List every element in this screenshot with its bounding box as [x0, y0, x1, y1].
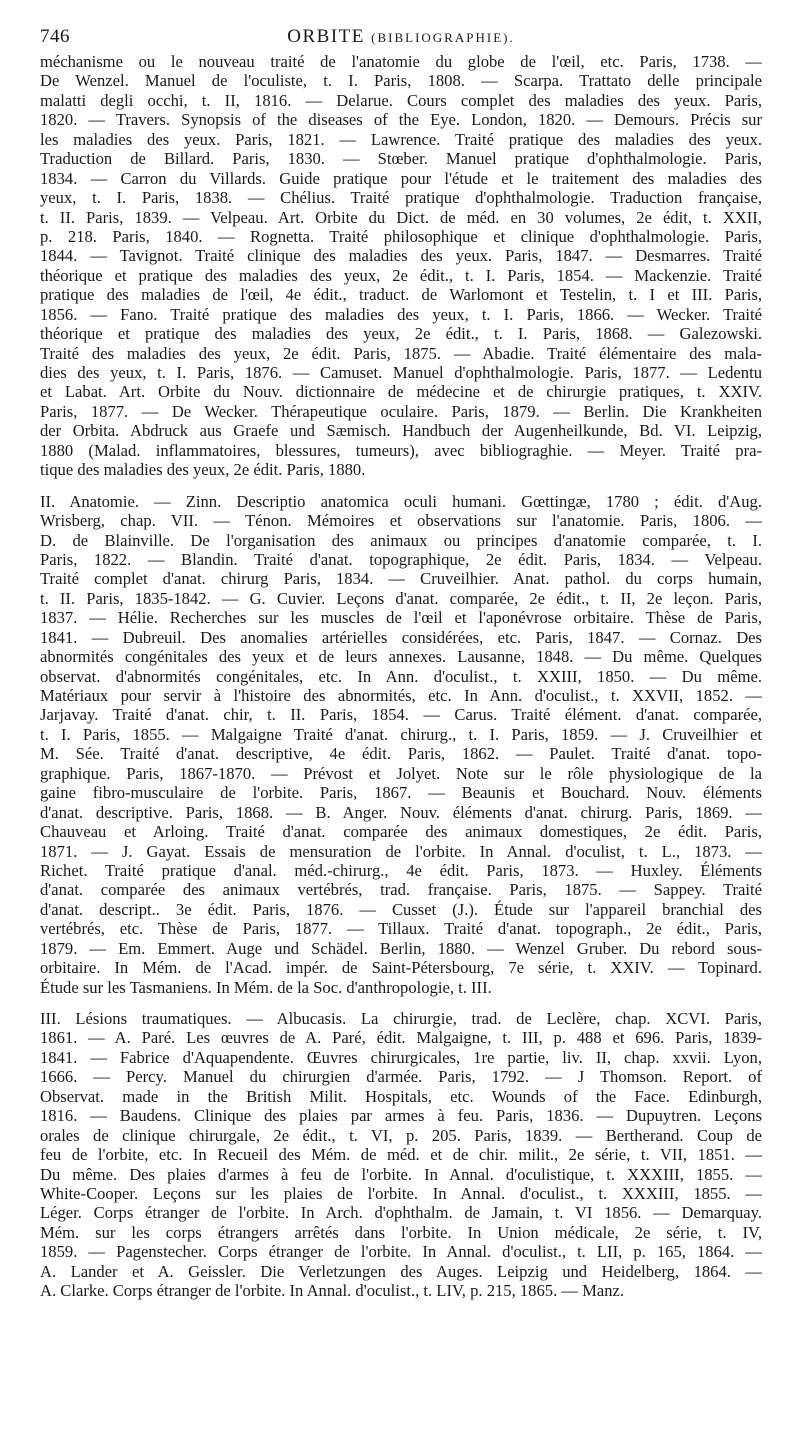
text-line: yeux, t. I. Paris, 1838. — Chélius. Traité pratique d'ophthalmologie. Traduction française, — [40, 188, 762, 208]
text-line: t. I. Paris, 1855. — Malgaigne Traité d'anat. chirurg., t. I. Paris, 1859. — J. Cruveilhier et — [40, 724, 762, 744]
text-line: A. Clarke. Corps étranger de l'orbite. In Annal. d'oculist., t. LIV, p. 215, 1865. — Manz. — [40, 1281, 625, 1301]
text-line: 1834. — Carron du Villards. Guide pratique pour l'étude et le traitement des maladies des — [40, 168, 762, 188]
text-line: orales de clinique chirurgale, 2e édit., t. VI, p. 205. Paris, 1839. — Bertherand. Coup de — [40, 1125, 762, 1145]
text-line: III. Lésions traumatiques. — Albucasis. La chirurgie, trad. de Leclère, chap. XCVI. Paris, — [40, 1009, 762, 1028]
text-line: théorique et pratique des maladies des yeux, 2e édit., t. I. Paris, 1868. — Galezowski. — [40, 324, 762, 344]
text-line: Mém. sur les corps étrangers arrêtés dans l'orbite. In Union médicale, 2e série, t. IV, — [40, 1222, 762, 1242]
text-line: Traduction de Billard. Paris, 1830. — Stœber. Manuel pratique d'ophthalmologie. Paris, — [40, 149, 762, 169]
text-line: t. II. Paris, 1839. — Velpeau. Art. Orbite du Dict. de méd. en 30 volumes, 2e édit, t. XXII, — [40, 207, 762, 227]
bibliography-section-lesions-traumatiques — [40, 1009, 762, 1301]
text-line: orbitaire. In Mém. de l'Acad. impér. de Saint-Pétersbourg, 7e série, t. XXIV. — Topinard. — [40, 958, 762, 978]
running-title — [40, 26, 762, 48]
text-line: théorique et pratique des maladies des yeux, 2e édit., t. I. Paris, 1854. — Mackenzie. Traité — [40, 265, 762, 285]
text-line: 1841. — Dubreuil. Des anomalies artérielles considérées, etc. Paris, 1847. — Cornaz. Des — [40, 627, 762, 647]
text-line: Traité complet d'anat. chirurg Paris, 1834. — Cruveilhier. Anat. pathol. du corps humain, — [40, 569, 762, 589]
text-line: 1861. — A. Paré. Les œuvres de A. Paré, édit. Malgaigne, t. III, p. 488 et 696. Paris, 1839- — [40, 1028, 762, 1048]
text-line: tique des maladies des yeux, 2e édit. Paris, 1880. — [40, 460, 366, 480]
text-line: 1666. — Percy. Manuel du chirurgien d'armée. Paris, 1792. — J Thomson. Report. of — [40, 1067, 762, 1087]
text-line: der Orbita. Abdruck aus Graefe und Sæmisch. Handbuch der Augenheilkunde, Bd. VI. Leipzig, — [40, 421, 762, 441]
text-line: 1844. — Tavignot. Traité clinique des maladies des yeux. Paris, 1847. — Desmarres. Traité — [40, 246, 762, 266]
text-line: 1879. — Em. Emmert. Auge und Schädel. Berlin, 1880. — Wenzel Gruber. Du rebord sous- — [40, 938, 762, 958]
text-line: graphique. Paris, 1867-1870. — Prévost et Jolyet. Note sur le rôle physiologique de la — [40, 763, 762, 783]
text-line: les maladies des yeux. Paris, 1821. — Lawrence. Traité pratique des maladies des yeux. — [40, 129, 762, 149]
text-line: t. II. Paris, 1835-1842. — G. Cuvier. Leçons d'anat. comparée, 2e édit., t. II, 2e leçon. Paris, — [40, 588, 762, 608]
text-line: 1841. — Fabrice d'Aquapendente. Œuvres chirurgicales, 1re partie, liv. II, chap. xxvii. Lyon, — [40, 1047, 762, 1067]
text-line: Wrisberg, chap. VII. — Ténon. Mémoires et observations sur l'anatomie. Paris, 1806. — — [40, 511, 762, 531]
text-line: Chauveau et Arloing. Traité d'anat. comparée des animaux domestiques, 2e édit. Paris, — [40, 822, 762, 842]
text-line: Étude sur les Tasmaniens. In Mém. de la Soc. d'anthropologie, t. III. — [40, 977, 492, 997]
text-line: et Labat. Art. Orbite du Nouv. dictionnaire de médecine et de chirurgie pratiques, t. XXIV. — [40, 382, 762, 402]
text-line: 1859. — Pagenstecher. Corps étranger de l'orbite. In Annal. d'oculist., t. LII, p. 165, 1864. — — [40, 1242, 762, 1262]
text-line: gaine fibro-musculaire de l'orbite. Paris, 1867. — Beaunis et Bouchard. Nouv. éléments — [40, 783, 762, 803]
text-line: Paris, 1877. — De Wecker. Thérapeutique oculaire. Paris, 1879. — Berlin. Die Krankheiten — [40, 401, 762, 421]
text-line: feu de l'orbite, etc. In Recueil des Mém. de méd. et de chir. milit., 2e série, t. VII, 1851. — — [40, 1145, 762, 1165]
text-line: Du même. Des plaies d'armes à feu de l'orbite. In Annal. d'oculistique, t. XXXIII, 1855. — — [40, 1164, 762, 1184]
text-line: vertébrés, etc. Thèse de Paris, 1877. — Tillaux. Traité d'anat. topograph., 2e édit., Paris, — [40, 919, 762, 939]
text-line: Observat. made in the British Milit. Hospitals, etc. Wounds of the Face. Edinburgh, — [40, 1086, 762, 1106]
text-line: 1871. — J. Gayat. Essais de mensuration de l'orbite. In Annal. d'oculist, t. L., 1873. — — [40, 841, 762, 861]
bibliography-section-general — [40, 52, 762, 480]
text-line: Léger. Corps étranger de l'orbite. In Arch. d'ophthalm. de Jamain, t. VI 1856. — Demarquay. — [40, 1203, 762, 1223]
text-line: II. Anatomie. — Zinn. Descriptio anatomica oculi humani. Gœttingæ, 1780 ; édit. d'Aug. — [40, 491, 762, 511]
text-line: abnormités congénitales des yeux et de leurs annexes. Lausanne, 1848. — Du même. Quelques — [40, 647, 762, 667]
text-line: Richet. Traité pratique d'anal. méd.-chirurg., 4e édit. Paris, 1873. — Huxley. Éléments — [40, 860, 762, 880]
text-line: pratique des maladies de l'œil, 4e édit., traduct. de Warlomont et Testelin, t. I et III. Paris, — [40, 285, 762, 305]
running-title-sub: (BIBLIOGRAPHIE). — [371, 30, 515, 45]
text-line: D. de Blainville. De l'organisation des animaux ou principes d'anatomie comparée, t. I. — [40, 530, 762, 550]
page-number: 746 — [40, 26, 70, 47]
text-line: Paris, 1822. — Blandin. Traité d'anat. topographique, 2e édit. Paris, 1834. — Velpeau. — [40, 549, 762, 569]
text-line: Matériaux pour servir à l'histoire des abnormités, etc. In Ann. d'oculist., t. XXVII, 1852. — — [40, 686, 762, 705]
text-line: p. 218. Paris, 1840. — Rognetta. Traité philosophique et clinique d'ophthalmologie. Paris, — [40, 226, 762, 246]
text-line: d'anat. descriptive. Paris, 1868. — B. Anger. Nouv. éléments d'anat. chirurg. Paris, 1869. — — [40, 802, 762, 822]
text-line: d'anat. descript.. 3e édit. Paris, 1876. — Cusset (J.). Étude sur l'appareil branchial des — [40, 899, 762, 919]
text-line: 1880 (Malad. inflammatoires, blessures, tumeurs), avec bibliograghie. — Meyer. Traité pra- — [40, 440, 762, 460]
text-line: Jarjavay. Traité d'anat. chir, t. II. Paris, 1854. — Carus. Traité élément. d'anat. comparée, — [40, 705, 762, 725]
text-line: 1837. — Hélie. Recherches sur les muscles de l'œil et l'aponévrose orbitaire. Thèse de Paris, — [40, 608, 762, 628]
running-title-main: ORBITE — [287, 26, 365, 47]
text-line: 1820. — Travers. Synopsis of the diseases of the Eye. London, 1820. — Demours. Précis sur — [40, 110, 762, 130]
text-line: Traité des maladies des yeux, 2e édit. Paris, 1875. — Abadie. Traité élémentaire des mala- — [40, 343, 762, 363]
text-line: M. Sée. Traité d'anat. descriptive, 4e édit. Paris, 1862. — Paulet. Traité d'anat. topo- — [40, 744, 762, 764]
page — [40, 22, 762, 1301]
text-line: d'anat. comparée des animaux vertébrés, trad. française. Paris, 1875. — Sappey. Traité — [40, 880, 762, 900]
text-line: White-Cooper. Leçons sur les plaies de l'orbite. In Annal. d'oculist., t. XXXIII, 1855. — — [40, 1183, 762, 1203]
text-line: De Wenzel. Manuel de l'oculiste, t. I. Paris, 1808. — Scarpa. Trattato delle principale — [40, 71, 762, 91]
section-spacer — [40, 997, 762, 1009]
text-line: dies des yeux, t. I. Paris, 1876. — Camuset. Manuel d'ophthalmologie. Paris, 1877. — Ledentu — [40, 363, 762, 382]
text-line: observat. d'abnormités congénitales, etc. In Ann. d'oculist., t. XXIII, 1850. — Du même. — [40, 666, 762, 686]
text-line: A. Lander et A. Geissler. Die Verletzungen des Auges. Leipzig und Heidelberg, 1864. — — [40, 1261, 762, 1281]
text-line: malatti degli occhi, t. II, 1816. — Delarue. Cours complet des maladies des yeux. Paris, — [40, 90, 762, 110]
section-spacer — [40, 480, 762, 492]
running-header — [40, 22, 762, 52]
text-line: 1856. — Fano. Traité pratique des maladies des yeux, t. I. Paris, 1866. — Wecker. Traité — [40, 304, 762, 324]
bibliography-section-anatomie — [40, 492, 762, 997]
text-line: méchanisme ou le nouveau traité de l'anatomie du globe de l'œil, etc. Paris, 1738. — — [40, 52, 762, 71]
text-line: 1816. — Baudens. Clinique des plaies par armes à feu. Paris, 1836. — Dupuytren. Leçons — [40, 1106, 762, 1126]
